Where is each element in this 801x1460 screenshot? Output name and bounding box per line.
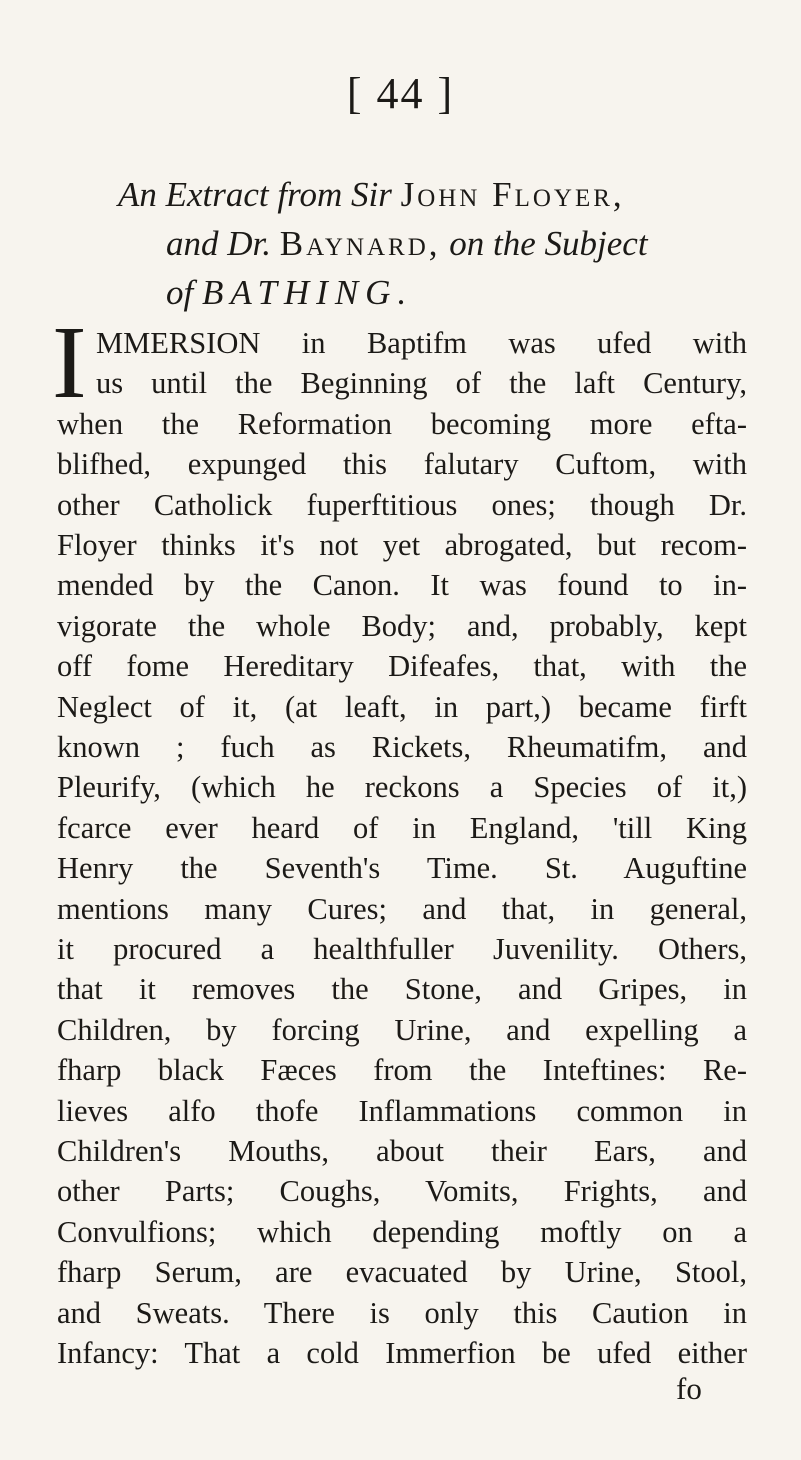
text-line: and Sweats. There is only this Caution in (57, 1296, 747, 1330)
text-line: Children, by forcing Urine, and expelling a (57, 1013, 747, 1047)
drop-cap: I (52, 305, 87, 420)
heading-and-dr: and Dr. (166, 224, 280, 263)
text-line: mentions many Cures; and that, in general, (57, 892, 747, 926)
text-line: Infancy: That a cold Immerfion be ufed either (57, 1336, 747, 1370)
text-line: mended by the Canon. It was found to in- (57, 568, 747, 602)
heading-on-subject: on the Subject (440, 224, 648, 263)
text-line: vigorate the whole Body; and, probably, kept (57, 609, 747, 643)
heading-author-floyer: John Floyer, (400, 175, 625, 214)
text-line: Neglect of it, (at leaft, in part,) became firft (57, 690, 747, 724)
text-line: when the Reformation becoming more efta- (57, 407, 747, 441)
text-line: Children's Mouths, about their Ears, and (57, 1134, 747, 1168)
text-line: Henry the Seventh's Time. St. Auguftine (57, 851, 747, 885)
heading-line-2 (118, 219, 778, 268)
heading-title-bathing: BATHING. (201, 273, 414, 312)
heading-extract: Extract from Sir (165, 175, 401, 214)
text-line: known ; fuch as Rickets, Rheumatifm, and (57, 730, 747, 764)
text-line: Floyer thinks it's not yet abrogated, but recom- (57, 528, 747, 562)
text-line: lieves alfo thofe Inflammations common in (57, 1094, 747, 1128)
page-number: [ 44 ] (346, 69, 455, 118)
text-line: Pleurify, (which he reckons a Species of it,) (57, 770, 747, 804)
text-line: Convulfions; which depending moftly on a (57, 1215, 747, 1249)
text-line: blifhed, expunged this falutary Cuftom, with (57, 447, 747, 481)
heading-author-baynard: Baynard, (279, 224, 441, 263)
heading-line-3 (118, 268, 778, 317)
text-line: off fome Hereditary Difeafes, that, with the (57, 649, 747, 683)
heading-of: of (166, 273, 202, 312)
catchword: fo (676, 1371, 702, 1406)
text-line: it procured a healthfuller Juvenility. Others, (57, 932, 747, 966)
text-line: MMERSION in Baptifm was ufed with (96, 326, 747, 360)
section-heading (118, 170, 778, 317)
text-line: fcarce ever heard of in England, 'till King (57, 811, 747, 845)
text-line: that it removes the Stone, and Gripes, in (57, 972, 747, 1006)
text-line: us until the Beginning of the laft Century, (96, 366, 747, 400)
heading-an: An (118, 175, 166, 214)
heading-line-1 (118, 170, 778, 219)
text-line: fharp black Fæces from the Inteftines: Re- (57, 1053, 747, 1087)
text-line: fharp Serum, are evacuated by Urine, Stool, (57, 1255, 747, 1289)
text-line: other Parts; Coughs, Vomits, Frights, and (57, 1174, 747, 1208)
text-line: other Catholick fuperftitious ones; though Dr. (57, 488, 747, 522)
